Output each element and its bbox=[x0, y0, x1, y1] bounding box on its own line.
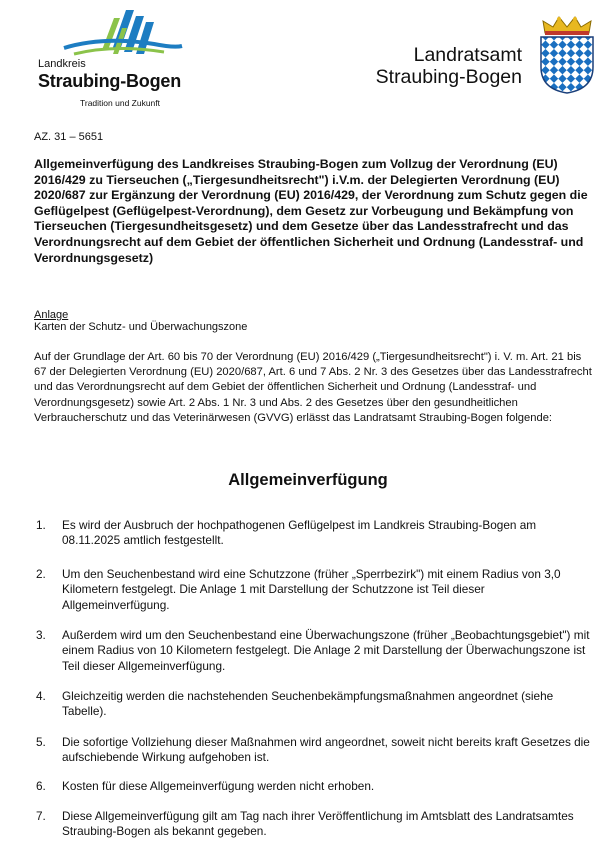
item-number: 5. bbox=[36, 735, 46, 749]
logo-tagline: Tradition und Zukunft bbox=[80, 98, 161, 108]
section-heading: Allgemeinverfügung bbox=[228, 471, 388, 489]
item-number: 2. bbox=[36, 567, 46, 581]
item-number: 1. bbox=[36, 518, 46, 532]
item-number: 4. bbox=[36, 689, 46, 703]
legal-basis-paragraph: Auf der Grundlage der Art. 60 bis 70 der Verordnung (EU) 2016/429 („Tiergesundheitsrecht") i. V. m. Art. 21 bis 67 der Delegierten Verordnung (EU) 2020/687, Art. 6 und 7 Abs. 2 Nr. 3 des Gesetzes über das Landesstrafrecht und das Verordnungsrecht auf dem Gebiet der öffentlichen Sicherheit und Ordnung (Landesstraf- und Verordnungsgesetz) sowie Art. 2 Abs. 1 Nr. 3 und Abs. 2 des Gesetzes über den gesundheitlichen Verbraucherschutz und das Veterinärwesen (GVVG) erlässt das Landratsamt Straubing-Bogen folgende: bbox=[34, 351, 592, 424]
item-text: Gleichzeitig werden die nachstehenden Seuchenbekämpfungsmaßnahmen angeordnet (siehe Tabelle). bbox=[62, 689, 554, 719]
document-title: Allgemeinverfügung des Landkreises Straubing-Bogen zum Vollzug der Verordnung (EU) 2016/429 zu Tierseuchen („Tiergesundheitsrecht") i.V.m. der Delegierten Verordnung (EU) 2020/687 zur Ergänzung der Verordnung (EU) 2016/429, der Verordnung zum Schutz gegen die Geflügelpest (Geflügelpest-Verordnung), dem Gesetz zur Vorbeugung und Bekämpfung von Tierseuchen (Tiergesundheitsgesetz) und dem Gesetze über das Landesstrafrecht und das Verordnungsrecht auf dem Gebiet der öffentlichen Sicherheit und Ordnung (Landesstraf- und Verordnungsgesetz) bbox=[34, 157, 588, 265]
item-text: Es wird der Ausbruch der hochpathogenen Geflügelpest im Landkreis Straubing-Bogen am 08.11.2025 amtlich festgestellt. bbox=[62, 518, 537, 548]
item-text: Diese Allgemeinverfügung gilt am Tag nach ihrer Veröffentlichung im Amtsblatt des Landratsamtes Straubing-Bogen als bekannt gegeben. bbox=[62, 809, 574, 839]
annex-description: Karten der Schutz- und Überwachungszone bbox=[34, 321, 248, 333]
logo-district-name: Straubing-Bogen bbox=[38, 71, 181, 91]
item-number: 3. bbox=[36, 628, 46, 642]
reference-number: AZ. 31 – 5651 bbox=[34, 131, 104, 143]
item-text: Kosten für diese Allgemeinverfügung werden nicht erhoben. bbox=[62, 779, 375, 793]
item-text: Außerdem wird um den Seuchenbestand eine Überwachungszone (früher „Beobachtungsgebiet") mit einem Radius von 10 Kilometern festgelegt. Die Anlage 2 mit Darstellung der Überwachungszone ist Teil dieser Allgemeinverfügung. bbox=[62, 628, 590, 673]
item-text: Um den Seuchenbestand wird eine Schutzzone (früher „Sperrbezirk") mit einem Radius von 3,0 Kilometern festgelegt. Die Anlage 1 mit Darstellung der Schutzzone ist Teil dieser Allgemeinverfügung. bbox=[62, 567, 561, 612]
office-line-2: Straubing-Bogen bbox=[375, 66, 522, 88]
office-name bbox=[376, 44, 522, 88]
bavarian-crest-icon bbox=[537, 15, 597, 95]
item-text: Die sofortige Vollziehung dieser Maßnahmen wird angeordnet, soweit nicht bereits kraft Gesetzes die aufschiebende Wirkung aufgehoben ist. bbox=[62, 735, 590, 765]
office-line-1: Landratsamt bbox=[413, 44, 522, 66]
district-logo bbox=[34, 8, 204, 110]
logo-district-label: Landkreis bbox=[38, 58, 86, 70]
item-number: 7. bbox=[36, 809, 46, 823]
annex-heading: Anlage bbox=[34, 309, 69, 321]
item-number: 6. bbox=[36, 779, 46, 793]
